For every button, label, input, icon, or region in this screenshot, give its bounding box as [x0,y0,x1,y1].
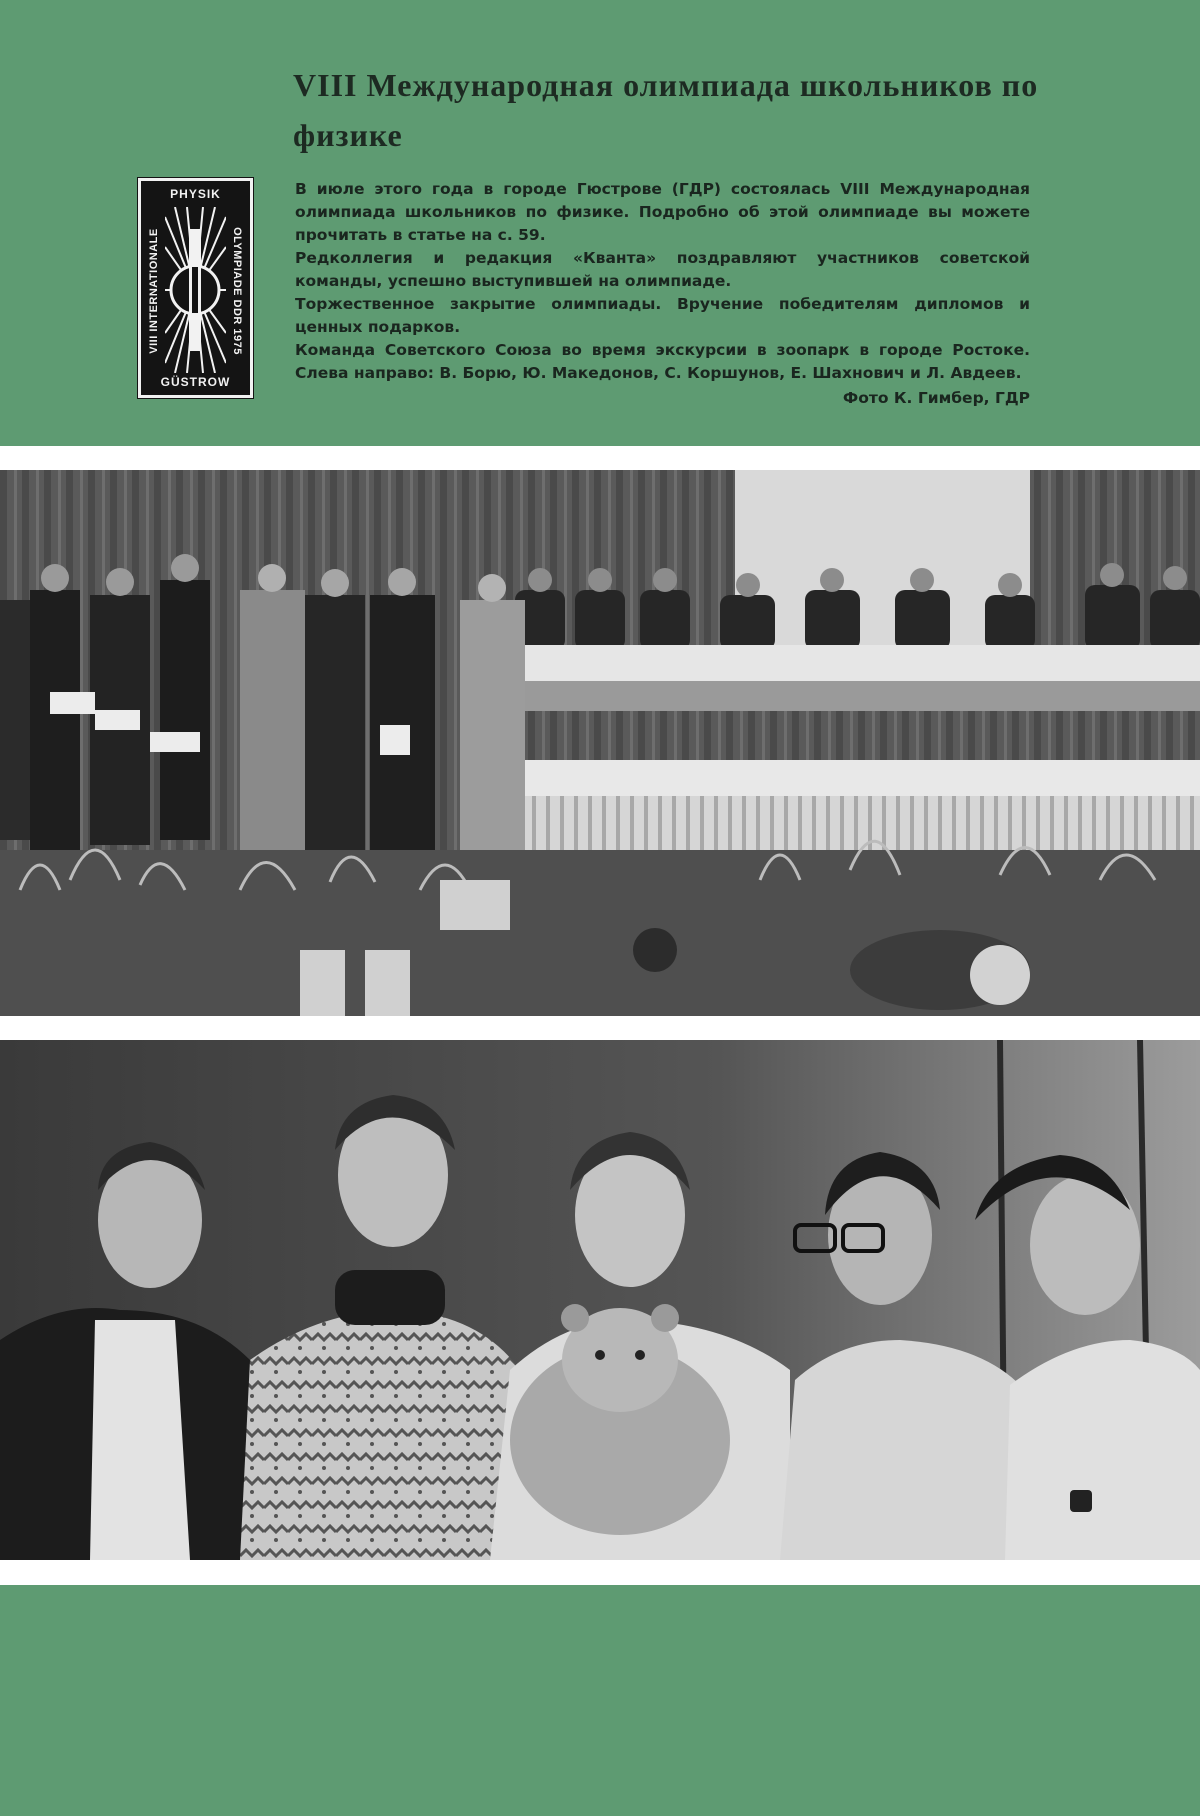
caption-paragraph-1: В июле этого года в городе Гюстрове (ГДР) состоялась VIII Международная олимпиада школьников по физике. Подробно об этой олимпиаде вы можете прочитать в статье на с. 59. [295,180,1030,244]
emblem-text-right: OLYMPIADE DDR 1975 [231,227,243,355]
emblem-text-bottom: GÜSTROW [160,375,231,389]
emblem-sunburst-icon [165,207,226,373]
emblem-text-top: PHYSIK [170,187,221,201]
caption-paragraph-3: Торжественное закрытие олимпиады. Вручение победителям дипломов и ценных подарков. [295,295,1030,336]
olympiad-emblem [138,178,253,398]
photo-credit: Фото К. Гимбер, ГДР [842,389,1030,407]
emblem-text-left: VIII INTERNATIONALE [148,228,160,354]
caption-block [295,178,1030,410]
bottom-green-band [0,1585,1200,1816]
zoo-team-photo [0,1040,1200,1560]
ceremony-photo [0,470,1200,1016]
caption-paragraph-2: Редколлегия и редакция «Кванта» поздравляют участников советской команды, успешно выступившей на олимпиаде. [295,249,1030,290]
page-title: VIII Международная олимпиада школьников по физике [293,67,1039,153]
caption-paragraph-4: Команда Советского Союза во время экскурсии в зоопарк в городе Ростоке. Слева направо: В. Борю, Ю. Македонов, С. Коршунов, Е. Шахнович и Л. Авдеев. [295,341,1030,382]
